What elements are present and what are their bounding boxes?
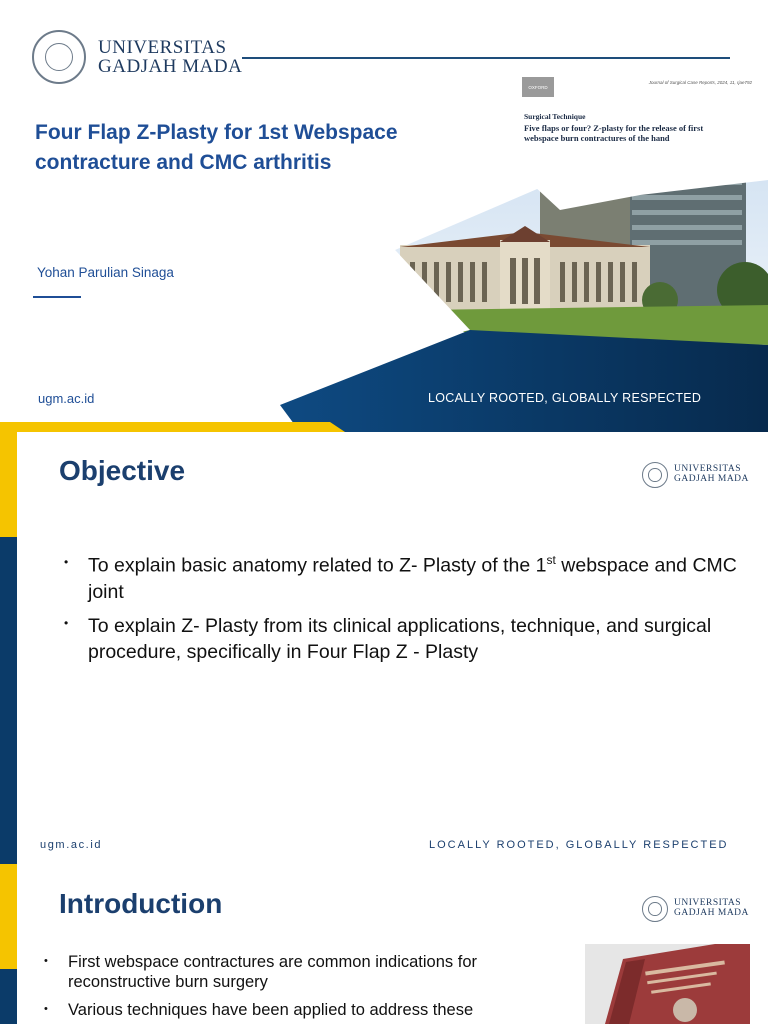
paper-thumbnail [516, 72, 756, 184]
author-name: Yohan Parulian Sinaga [37, 265, 174, 280]
side-accent-bars [0, 432, 20, 864]
wordmark-line-2: GADJAH MADA [98, 56, 243, 77]
university-logo [32, 30, 242, 84]
wordmark-line-1: UNIVERSITAS [98, 36, 227, 58]
university-tagline: LOCALLY ROOTED, GLOBALLY RESPECTED [428, 391, 702, 405]
list-item: • To explain Z- Plasty from its clinical applications, technique, and surgical procedure, specifically in Four Flap Z - Plasty [62, 613, 752, 666]
author-underline [33, 296, 81, 298]
book-cover-graphic [585, 944, 750, 1024]
wordmark-line-1: UNIVERSITAS [674, 464, 742, 475]
slide-title: Introduction [59, 888, 223, 919]
list-item: • Various techniques have been applied to address these [42, 1001, 562, 1021]
list-item: • First webspace contractures are common indications for reconstructive burn surgery [42, 953, 562, 993]
wordmark-line-1: UNIVERSITAS [674, 898, 742, 909]
list-item [62, 552, 752, 606]
paper-category: Surgical Technique [524, 112, 586, 121]
paper-journal: Journal of Surgical Case Reports, 2024, 11, rjae792 [648, 80, 752, 85]
university-logo-small [642, 462, 749, 488]
objective-list [62, 552, 752, 673]
publisher-badge: OXFORD [522, 77, 554, 97]
slide-title: Objective [59, 455, 186, 486]
ugm-seal-icon [642, 462, 668, 488]
wordmark-line-2: GADJAH MADA [674, 908, 749, 918]
header-divider [242, 57, 730, 59]
ugm-seal-icon [32, 30, 86, 84]
presentation-title: Four Flap Z-Plasty for 1st Webspace contracture and CMC arthritis [35, 121, 398, 174]
introduction-list [42, 953, 562, 1024]
university-logo-small [642, 896, 749, 922]
wordmark-line-2: GADJAH MADA [674, 474, 749, 484]
university-wordmark [674, 465, 749, 484]
university-tagline: LOCALLY ROOTED, GLOBALLY RESPECTED [429, 839, 729, 851]
book-cover-image [585, 944, 750, 1024]
title-slide [0, 0, 768, 432]
paper-title: Five flaps or four? Z-plasty for the release of first webspace burn contractures of the hand [524, 123, 704, 144]
side-accent-bars [0, 864, 20, 1024]
list-item-text: webspace and CMC joint [88, 554, 737, 604]
site-url: ugm.ac.id [38, 391, 95, 406]
university-wordmark [98, 38, 242, 77]
site-url: ugm.ac.id [40, 839, 103, 851]
list-item-text: To explain basic anatomy related to Z- Plasty of the 1 [88, 554, 547, 577]
superscript: st [546, 553, 556, 567]
ugm-seal-icon [642, 896, 668, 922]
yellow-accent [0, 422, 345, 432]
university-wordmark [674, 899, 749, 918]
